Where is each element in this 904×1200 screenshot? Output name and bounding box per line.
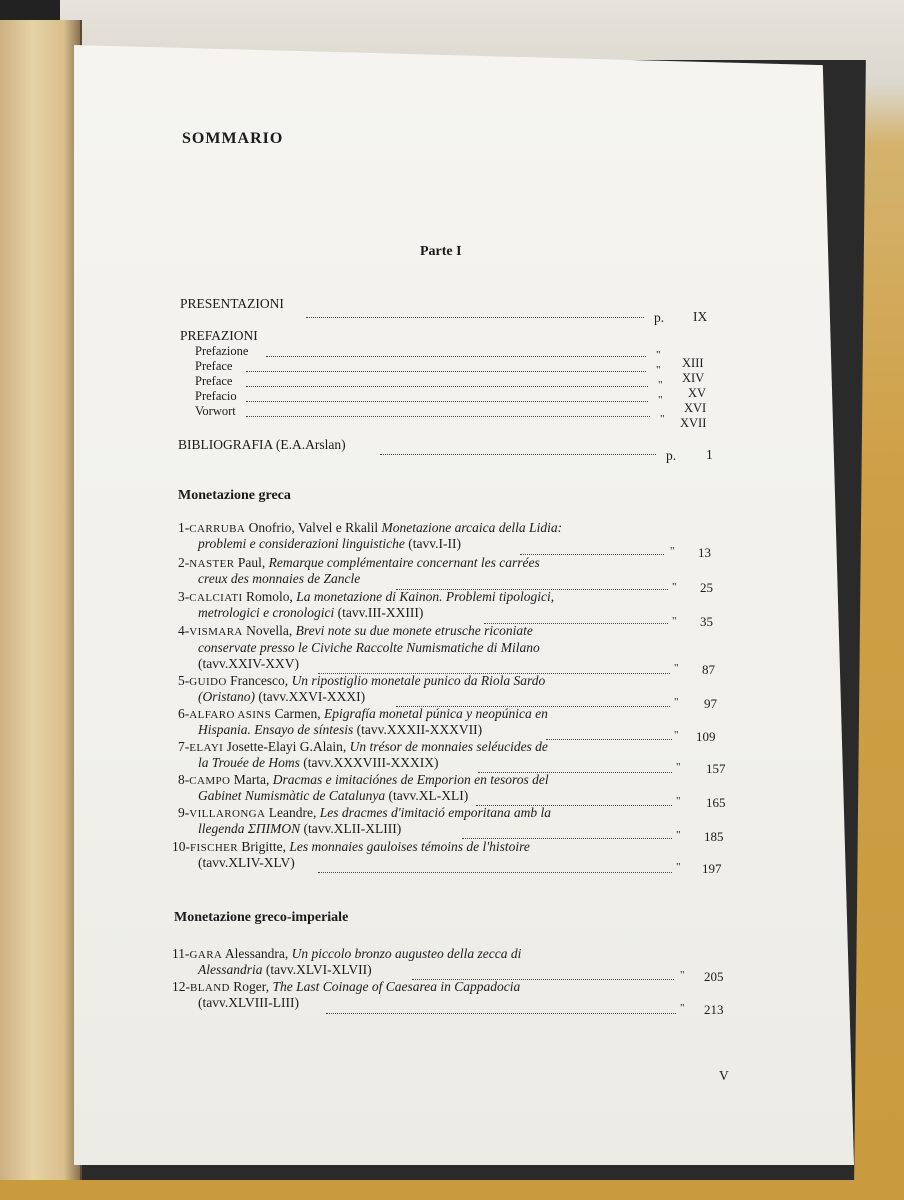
toc-entry-title-line: [178, 520, 562, 536]
toc-presentazioni-page: IX: [693, 309, 708, 324]
ditto-mark: ": [680, 969, 685, 981]
toc-entry-title-line: [172, 946, 521, 962]
entry-title-cont: Gabinet Numismàtic de Catalunya: [198, 788, 386, 803]
toc-prefazione-page: XIII: [682, 356, 704, 370]
table-of-contents: [74, 45, 854, 1165]
toc-prefazioni-label: PREFAZIONI: [180, 328, 258, 343]
toc-prefacio-page: XVI: [684, 401, 707, 415]
toc-entry-second-line: [198, 722, 482, 738]
ditto-mark: ": [674, 662, 679, 674]
entry-author: CAMPO: [189, 775, 231, 787]
dot-leader: [246, 371, 646, 372]
entry-author-given: Roger,: [233, 979, 270, 994]
toc-entry-title-line: [178, 623, 533, 639]
entry-author: GARA: [189, 949, 223, 961]
toc-entry-title-line: [178, 706, 548, 722]
ditto-mark: ": [670, 545, 675, 557]
toc-entry-title-line: [178, 772, 549, 788]
entry-plates: (tavv.XLVIII-LIII): [198, 995, 299, 1010]
dot-leader: [520, 554, 664, 555]
entry-author-given: Onofrio, Valvel e Rkalil: [248, 520, 379, 535]
ditto-mark: ": [658, 394, 663, 406]
entry-title-cont: Alessandria: [198, 962, 263, 977]
ditto-mark: ": [672, 581, 677, 593]
entry-page: 165: [706, 795, 726, 810]
entry-author-given: Romolo,: [245, 589, 293, 604]
entry-plates: (tavv.XLVI-XLVII): [265, 962, 372, 977]
toc-bibliografia-page: 1: [706, 447, 713, 462]
toc-entry-second-line: [198, 536, 461, 552]
dot-leader: [318, 872, 672, 873]
dot-leader: [546, 739, 672, 740]
entry-title: Un trésor de monnaies seléucides de: [349, 739, 548, 754]
entry-title: La monetazione di Kainon. Problemi tipologici,: [296, 589, 555, 604]
entry-page: 35: [700, 614, 713, 629]
toc-entry-second-line: [198, 821, 401, 837]
toc-entry-second-line: [198, 855, 295, 871]
entry-title-cont: metrologici e cronologici: [198, 605, 335, 620]
left-page-edge: [0, 20, 82, 1180]
toc-bibliografia-label: BIBLIOGRAFIA (E.A.Arslan): [178, 437, 346, 452]
entry-author: ELAYI: [189, 742, 224, 754]
section-heading-greco-imperiale: Monetazione greco-imperiale: [174, 910, 349, 925]
part-heading: Parte I: [420, 244, 462, 259]
toc-entry-title-line: [172, 839, 530, 855]
entry-number: 7-: [178, 739, 190, 754]
entry-author: VILLARONGA: [189, 808, 266, 820]
entry-number: 8-: [178, 772, 190, 787]
entry-number: 1-: [178, 520, 190, 535]
ditto-mark: ": [656, 349, 661, 361]
ditto-mark: ": [676, 761, 681, 773]
entry-plates: (tavv.XLIV-XLV): [198, 855, 295, 870]
entry-number: 6-: [178, 706, 190, 721]
ditto-mark: ": [680, 1002, 685, 1014]
entry-number: 3-: [178, 589, 190, 604]
entry-title-cont: problemi e considerazioni linguistiche: [198, 536, 405, 551]
toc-prefacio-label: Prefacio: [195, 389, 237, 403]
entry-title: Les dracmes d'imitació emporitana amb la: [319, 805, 551, 820]
entry-title: Un piccolo bronzo augusteo della zecca di: [291, 946, 522, 961]
toc-bibliografia-prefix: p.: [666, 448, 677, 463]
entry-title-cont: llegenda ΣΠΙΜΟΝ: [198, 821, 301, 836]
entry-plates: (tavv.XLII-XLIII): [303, 821, 402, 836]
dot-leader: [246, 416, 650, 417]
toc-entry-second-line: [198, 689, 365, 705]
entry-number: 4-: [178, 623, 190, 638]
entry-number: 9-: [178, 805, 190, 820]
entry-page: 157: [706, 761, 726, 776]
ditto-mark: ": [660, 413, 665, 425]
entry-author-given: Marta,: [233, 772, 270, 787]
entry-author: VISMARA: [189, 626, 243, 638]
entry-author: GUIDO: [189, 676, 227, 688]
entry-plates: (tavv.XXXII-XXXVII): [356, 722, 483, 737]
toc-entry-third-line: [198, 656, 299, 672]
toc-entry-title-line: [178, 805, 551, 821]
toc-preface-2-label: Preface: [195, 374, 233, 388]
entry-title: Monetazione arcaica della Lidia:: [381, 520, 563, 535]
entry-plates: (tavv.I-II): [408, 536, 461, 551]
dot-leader: [306, 317, 644, 318]
toc-entry-second-line: [198, 640, 540, 656]
entry-author: CALCIATI: [189, 592, 243, 604]
ditto-mark: ": [676, 861, 681, 873]
entry-page: 25: [700, 580, 713, 595]
ditto-mark: ": [656, 364, 661, 376]
toc-entry-title-line: [178, 673, 545, 689]
entry-author-given: Francesco,: [230, 673, 289, 688]
section-heading-greca: Monetazione greca: [178, 488, 291, 503]
toc-entry-second-line: [198, 755, 438, 771]
dot-leader: [246, 386, 648, 387]
entry-plates: (tavv.III-XXIII): [337, 605, 424, 620]
toc-entry-second-line: [198, 605, 423, 621]
toc-prefazione-label: Prefazione: [195, 344, 249, 358]
entry-title: Dracmas e imitaciónes de Emporion en tesoros del: [272, 772, 549, 787]
entry-title-cont: Hispania. Ensayo de síntesis: [198, 722, 354, 737]
entry-number: 2-: [178, 555, 190, 570]
ditto-mark: ": [676, 795, 681, 807]
folio-page-number: V: [719, 1068, 729, 1083]
entry-author-given: Paul,: [237, 555, 266, 570]
entry-page: 205: [704, 969, 724, 984]
ditto-mark: ": [658, 379, 663, 391]
entry-number: 11-: [172, 946, 190, 961]
ditto-mark: ": [672, 615, 677, 627]
entry-plates: (tavv.XXVI-XXXI): [258, 689, 366, 704]
toc-presentazioni-prefix: p.: [654, 310, 665, 325]
entry-author: ALFARO ASINS: [189, 709, 272, 721]
toc-entry-second-line: [198, 995, 299, 1011]
entry-page: 109: [696, 729, 716, 744]
entry-page: 87: [702, 662, 715, 677]
entry-plates: (tavv.XXXVIII-XXXIX): [303, 755, 439, 770]
entry-number: 5-: [178, 673, 190, 688]
entry-title: Remarque complémentaire concernant les carrées: [268, 555, 540, 570]
entry-author-given: Brigitte,: [241, 839, 287, 854]
entry-author-given: Josette-Elayi G.Alain,: [226, 739, 347, 754]
entry-author: FISCHER: [190, 842, 239, 854]
entry-page: 97: [704, 696, 717, 711]
entry-author-given: Leandre,: [268, 805, 317, 820]
toc-preface-1-label: Preface: [195, 359, 233, 373]
dot-leader: [326, 1013, 676, 1014]
toc-entry-second-line: [198, 788, 468, 804]
page-title: SOMMARIO: [182, 130, 284, 147]
ditto-mark: ": [676, 829, 681, 841]
toc-preface-1-page: XIV: [682, 371, 705, 385]
entry-title: Brevi note su due monete etrusche riconiate: [295, 623, 533, 638]
ditto-mark: ": [674, 696, 679, 708]
entry-author: BLAND: [190, 982, 230, 994]
entry-title: Un ripostiglio monetale punico da Riola Sardo: [291, 673, 546, 688]
entry-page: 213: [704, 1002, 724, 1017]
entry-author: NASTER: [189, 558, 235, 570]
entry-number: 10-: [172, 839, 190, 854]
ditto-mark: ": [674, 729, 679, 741]
toc-entry-title-line: [172, 979, 520, 995]
entry-title: Les monnaies gauloises témoins de l'histoire: [289, 839, 530, 854]
entry-author-given: Carmen,: [274, 706, 321, 721]
entry-page: 13: [698, 545, 711, 560]
dot-leader: [380, 454, 656, 455]
entry-author-given: Alessandra,: [224, 946, 289, 961]
entry-page: 197: [702, 861, 722, 876]
toc-vorwort-label: Vorwort: [195, 404, 236, 418]
entry-author: CARRUBA: [189, 523, 246, 535]
entry-title-cont: la Trouée de Homs: [198, 755, 300, 770]
toc-entry-second-line: [198, 571, 360, 587]
toc-entry-title-line: [178, 589, 554, 605]
entry-title: The Last Coinage of Caesarea in Cappadocia: [272, 979, 521, 994]
entry-author-given: Novella,: [246, 623, 293, 638]
entry-page: 185: [704, 829, 724, 844]
entry-title-cont: (Oristano): [198, 689, 255, 704]
toc-preface-2-page: XV: [688, 386, 707, 400]
entry-title: Epigrafía monetal púnica y neopúnica en: [324, 706, 548, 721]
toc-entry-title-line: [178, 739, 548, 755]
entry-title-cont: conservate presso le Civiche Raccolte Numismatiche di Milano: [198, 640, 540, 655]
entry-number: 12-: [172, 979, 190, 994]
entry-title-cont: creux des monnaies de Zancle: [198, 571, 361, 586]
toc-vorwort-page: XVII: [680, 416, 707, 430]
entry-plates: (tavv.XXIV-XXV): [198, 656, 299, 671]
toc-entry-second-line: [198, 962, 372, 978]
dot-leader: [266, 356, 646, 357]
dot-leader: [246, 401, 648, 402]
toc-entry-title-line: [178, 555, 540, 571]
toc-presentazioni-label: PRESENTAZIONI: [180, 296, 284, 311]
entry-plates: (tavv.XL-XLI): [388, 788, 469, 803]
